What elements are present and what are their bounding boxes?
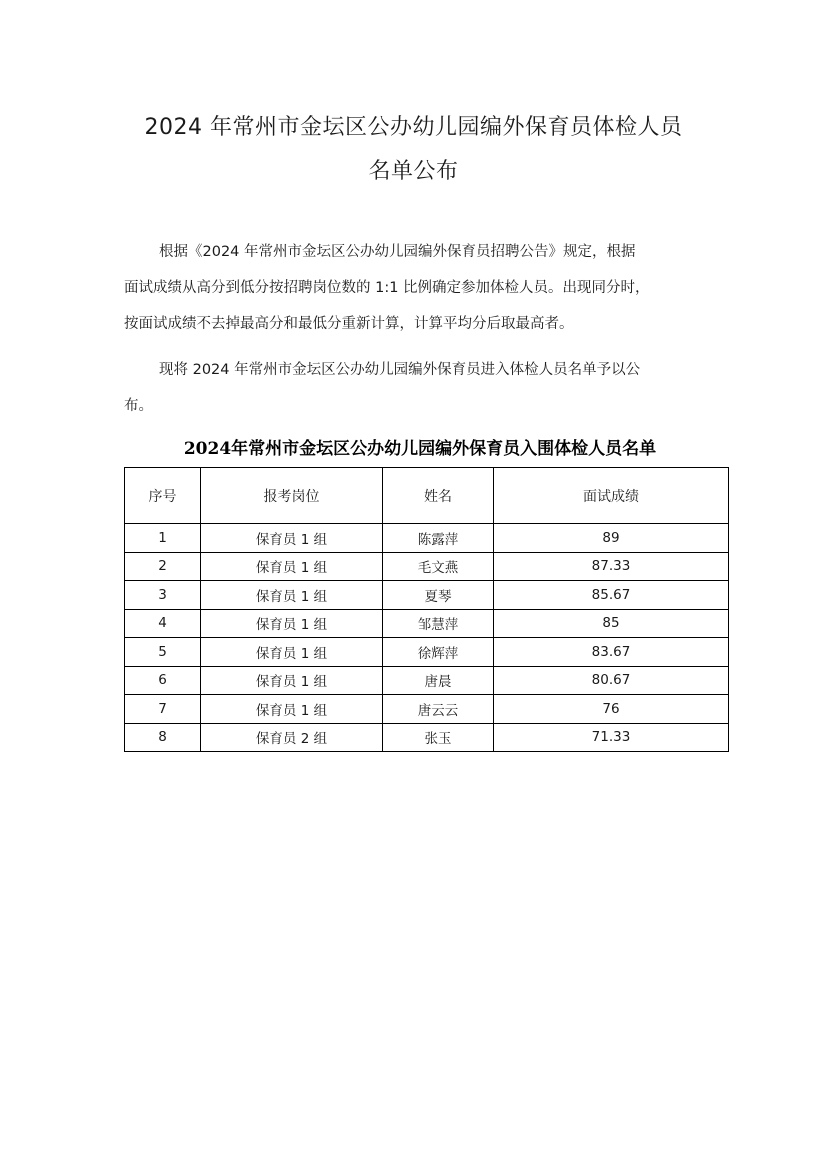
document-title-line-1: 2024 年常州市金坛区公办幼儿园编外保育员体检人员 xyxy=(144,115,683,140)
table-row xyxy=(125,723,729,752)
table-row xyxy=(125,666,729,695)
cell-index: 1 xyxy=(125,524,201,553)
cell-position: 保育员 1 组 xyxy=(201,695,383,724)
table-row xyxy=(125,552,729,581)
candidate-table xyxy=(124,467,729,752)
paragraph-line: 面试成绩从高分到低分按招聘岗位数的 1:1 比例确定参加体检人员。出现同分时， xyxy=(124,280,650,296)
cell-position: 保育员 2 组 xyxy=(201,723,383,752)
header-score: 面试成绩 xyxy=(494,468,729,524)
cell-position: 保育员 1 组 xyxy=(201,581,383,610)
table-row xyxy=(125,695,729,724)
table-row xyxy=(125,524,729,553)
cell-score: 89 xyxy=(494,524,729,553)
header-index: 序号 xyxy=(125,468,201,524)
paragraph-rules xyxy=(124,234,714,342)
cell-score: 76 xyxy=(494,695,729,724)
cell-name: 唐晨 xyxy=(383,666,494,695)
cell-score: 85.67 xyxy=(494,581,729,610)
table-header-row xyxy=(125,468,729,524)
cell-position: 保育员 1 组 xyxy=(201,666,383,695)
paragraph-line: 根据《2024 年常州市金坛区公办幼儿园编外保育员招聘公告》规定，根据 xyxy=(159,244,636,260)
cell-score: 71.33 xyxy=(494,723,729,752)
table-row xyxy=(125,609,729,638)
paragraph-line: 按面试成绩不去掉最高分和最低分重新计算，计算平均分后取最高者。 xyxy=(124,316,574,332)
paragraph-announcement xyxy=(124,352,714,424)
cell-score: 83.67 xyxy=(494,638,729,667)
cell-position: 保育员 1 组 xyxy=(201,638,383,667)
cell-score: 85 xyxy=(494,609,729,638)
cell-index: 7 xyxy=(125,695,201,724)
header-name: 姓名 xyxy=(383,468,494,524)
cell-name: 徐辉萍 xyxy=(383,638,494,667)
cell-score: 87.33 xyxy=(494,552,729,581)
table-row xyxy=(125,581,729,610)
cell-name: 夏琴 xyxy=(383,581,494,610)
paragraph-line: 现将 2024 年常州市金坛区公办幼儿园编外保育员进入体检人员名单予以公 xyxy=(159,362,641,378)
cell-name: 陈露萍 xyxy=(383,524,494,553)
cell-score: 80.67 xyxy=(494,666,729,695)
cell-name: 毛文燕 xyxy=(383,552,494,581)
document-title-line-2: 名单公布 xyxy=(368,159,459,184)
cell-position: 保育员 1 组 xyxy=(201,524,383,553)
table-row xyxy=(125,638,729,667)
cell-position: 保育员 1 组 xyxy=(201,552,383,581)
cell-index: 5 xyxy=(125,638,201,667)
cell-index: 4 xyxy=(125,609,201,638)
cell-index: 3 xyxy=(125,581,201,610)
table-title: 2024年常州市金坛区公办幼儿园编外保育员入围体检人员名单 xyxy=(183,439,657,459)
cell-name: 唐云云 xyxy=(383,695,494,724)
cell-index: 8 xyxy=(125,723,201,752)
header-position: 报考岗位 xyxy=(201,468,383,524)
cell-index: 6 xyxy=(125,666,201,695)
cell-index: 2 xyxy=(125,552,201,581)
paragraph-line: 布。 xyxy=(124,398,153,414)
cell-name: 张玉 xyxy=(383,723,494,752)
cell-name: 邹慧萍 xyxy=(383,609,494,638)
cell-position: 保育员 1 组 xyxy=(201,609,383,638)
